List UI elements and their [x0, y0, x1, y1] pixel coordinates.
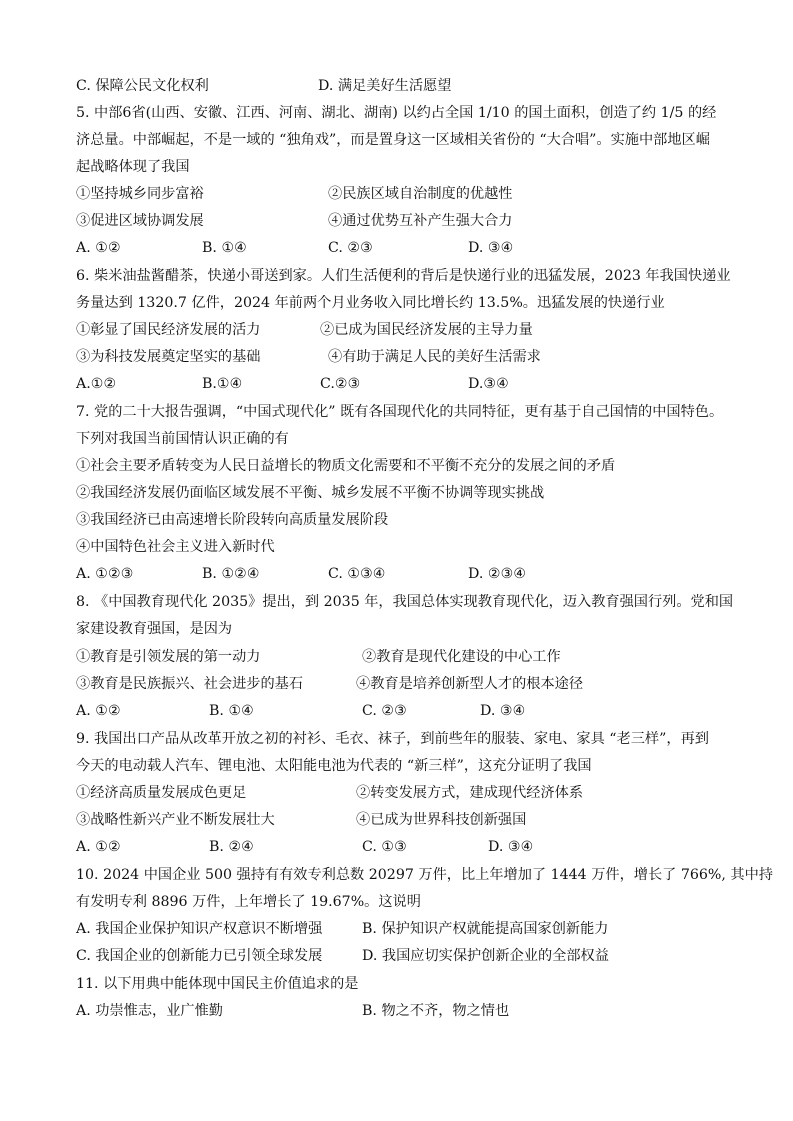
- q6-stem-line-1: 6. 柴米油盐酱醋茶，快递小哥送到家。人们生活便利的背后是快递行业的迅猛发展，2023 年我国快递业: [76, 268, 731, 284]
- q5-statement-3: ③促进区域协调发展: [76, 213, 204, 229]
- q8-statement-3: ③教育是民族振兴、社会进步的基石: [76, 676, 304, 692]
- q9-choices-row: [76, 837, 534, 857]
- q10-stem-line-1: 10. 2024 中国企业 500 强持有有效专利总数 20297 万件，比上年增加了 1444 万件，增长了 766%, 其中持: [76, 867, 773, 883]
- q10-choice-b: B. 保护知识产权就能提高国家创新能力: [362, 921, 609, 937]
- q7-stem-line-1: 7. 党的二十大报告强调，“中国式现代化” 既有各国现代化的共同特征，更有基于自己国情的中国特色。: [76, 404, 724, 420]
- q5-statement-1: ①坚持城乡同步富裕: [76, 186, 204, 202]
- q9-choice-c: C. ①③: [362, 839, 407, 855]
- q8-statements-row-2: [76, 674, 584, 694]
- q9-choice-d: D. ③④: [488, 839, 534, 855]
- q6-statement-2: ②已成为国民经济发展的主导力量: [320, 322, 533, 338]
- q10-choices-row-1: [76, 919, 609, 939]
- q5-stem-line-1: 5. 中部6省(山西、安徽、江西、河南、湖北、湖南) 以约占全国 1/10 的国土面积，创造了约 1/5 的经: [76, 105, 717, 121]
- q7-choice-c: C. ①③④: [328, 566, 386, 582]
- q8-statements-row-1: [76, 647, 561, 667]
- q6-statement-4: ④有助于满足人民的美好生活需求: [328, 349, 541, 365]
- q7-stem-line-2: 下列对我国当前国情认识正确的有: [76, 431, 289, 447]
- q4-option-d: D. 满足美好生活愿望: [318, 78, 452, 94]
- q8-choice-c: C. ②③: [362, 703, 407, 719]
- q8-statement-1: ①教育是引领发展的第一动力: [76, 649, 261, 665]
- q7-statement-2: ②我国经济发展仍面临区域发展不平衡、城乡发展不平衡不协调等现实挑战: [76, 485, 545, 501]
- q9-statements-row-1: [76, 783, 584, 803]
- q7-statement-1: ①社会主要矛盾转变为人民日益增长的物质文化需要和不平衡不充分的发展之间的矛盾: [76, 458, 616, 474]
- q10-choice-c: C. 我国企业的创新能力已引领全球发展: [76, 948, 323, 964]
- q8-choice-d: D. ③④: [480, 703, 526, 719]
- q6-statement-1: ①彰显了国民经济发展的活力: [76, 322, 261, 338]
- q4-option-c: C. 保障公民文化权利: [76, 78, 209, 94]
- q9-statements-row-2: [76, 810, 527, 830]
- q6-stem-line-2: 务量达到 1320.7 亿件，2024 年前两个月业务收入同比增长约 13.5%。迅猛发展的快递行业: [76, 295, 665, 311]
- q5-statements-row-1: [76, 184, 513, 204]
- q11-stem-line-1: 11. 以下用典中能体现中国民主价值追求的是: [76, 976, 359, 992]
- q9-statement-3: ③战略性新兴产业不断发展壮大: [76, 812, 275, 828]
- q6-choice-d: D.③④: [468, 376, 509, 392]
- q8-stem-line-1: 8. 《中国教育现代化 2035》提出，到 2035 年，我国总体实现教育现代化，迈入教育强国行列。党和国: [76, 594, 734, 610]
- q5-choice-a: A. ①②: [76, 240, 121, 256]
- q5-statement-2: ②民族区域自治制度的优越性: [328, 186, 513, 202]
- q9-statement-4: ④已成为世界科技创新强国: [356, 812, 527, 828]
- q10-stem-line-2: 有发明专利 8896 万件，上年增长了 19.67%。这说明: [76, 894, 421, 910]
- q6-choice-c: C.②③: [320, 376, 361, 392]
- q9-choice-b: B. ②④: [209, 839, 254, 855]
- q5-choice-c: C. ②③: [328, 240, 373, 256]
- q8-choice-a: A. ①②: [76, 703, 121, 719]
- q5-statement-4: ④通过优势互补产生强大合力: [328, 213, 513, 229]
- q10-choice-a: A. 我国企业保护知识产权意识不断增强: [76, 921, 323, 937]
- q11-choices-row: [76, 1001, 510, 1021]
- q6-choice-b: B.①④: [202, 376, 243, 392]
- q6-choice-a: A.①②: [76, 376, 117, 392]
- q11-choice-b: B. 物之不齐，物之情也: [362, 1003, 510, 1019]
- q11-choice-a: A. 功崇惟志，业广惟勤: [76, 1003, 223, 1019]
- q8-choice-b: B. ①④: [209, 703, 254, 719]
- q9-statement-2: ②转变发展方式，建成现代经济体系: [356, 785, 584, 801]
- q9-choice-a: A. ①②: [76, 839, 121, 855]
- q7-statement-4: ④中国特色社会主义进入新时代: [76, 539, 275, 555]
- q6-choices-row: [76, 374, 509, 394]
- q7-choice-a: A. ①②③: [76, 566, 134, 582]
- q5-choice-d: D. ③④: [468, 240, 514, 256]
- q10-choice-d: D. 我国应切实保护创新企业的全部权益: [362, 948, 609, 964]
- q7-choices-row: [76, 564, 527, 584]
- q5-stem-line-3: 起战略体现了我国: [76, 159, 190, 175]
- q9-statement-1: ①经济高质量发展成色更足: [76, 785, 247, 801]
- q7-choice-d: D. ②③④: [468, 566, 527, 582]
- q5-stem-line-2: 济总量。中部崛起，不是一域的 “独角戏”，而是置身这一区域相关省份的 “大合唱”。实施中部地区崛: [76, 132, 710, 148]
- q5-choices-row: [76, 238, 514, 258]
- q6-statement-3: ③为科技发展奠定坚实的基础: [76, 349, 261, 365]
- q8-statement-4: ④教育是培养创新型人才的根本途径: [356, 676, 584, 692]
- q10-choices-row-2: [76, 946, 609, 966]
- q8-stem-line-2: 家建设教育强国，是因为: [76, 621, 233, 637]
- q5-statements-row-2: [76, 211, 513, 231]
- q8-choices-row: [76, 701, 526, 721]
- q9-stem-line-1: 9. 我国出口产品从改革开放之初的衬衫、毛衣、袜子，到前些年的服装、家电、家具 “老三样”，再到: [76, 731, 709, 747]
- q9-stem-line-2: 今天的电动载人汽车、锂电池、太阳能电池为代表的 “新三样”，这充分证明了我国: [76, 758, 592, 774]
- q7-statement-3: ③我国经济已由高速增长阶段转向高质量发展阶段: [76, 512, 389, 528]
- q6-statements-row-1: [76, 320, 533, 340]
- q5-choice-b: B. ①④: [202, 240, 247, 256]
- q4-options-row: [76, 76, 452, 96]
- q7-choice-b: B. ①②④: [202, 566, 260, 582]
- q6-statements-row-2: [76, 347, 541, 367]
- q8-statement-2: ②教育是现代化建设的中心工作: [362, 649, 561, 665]
